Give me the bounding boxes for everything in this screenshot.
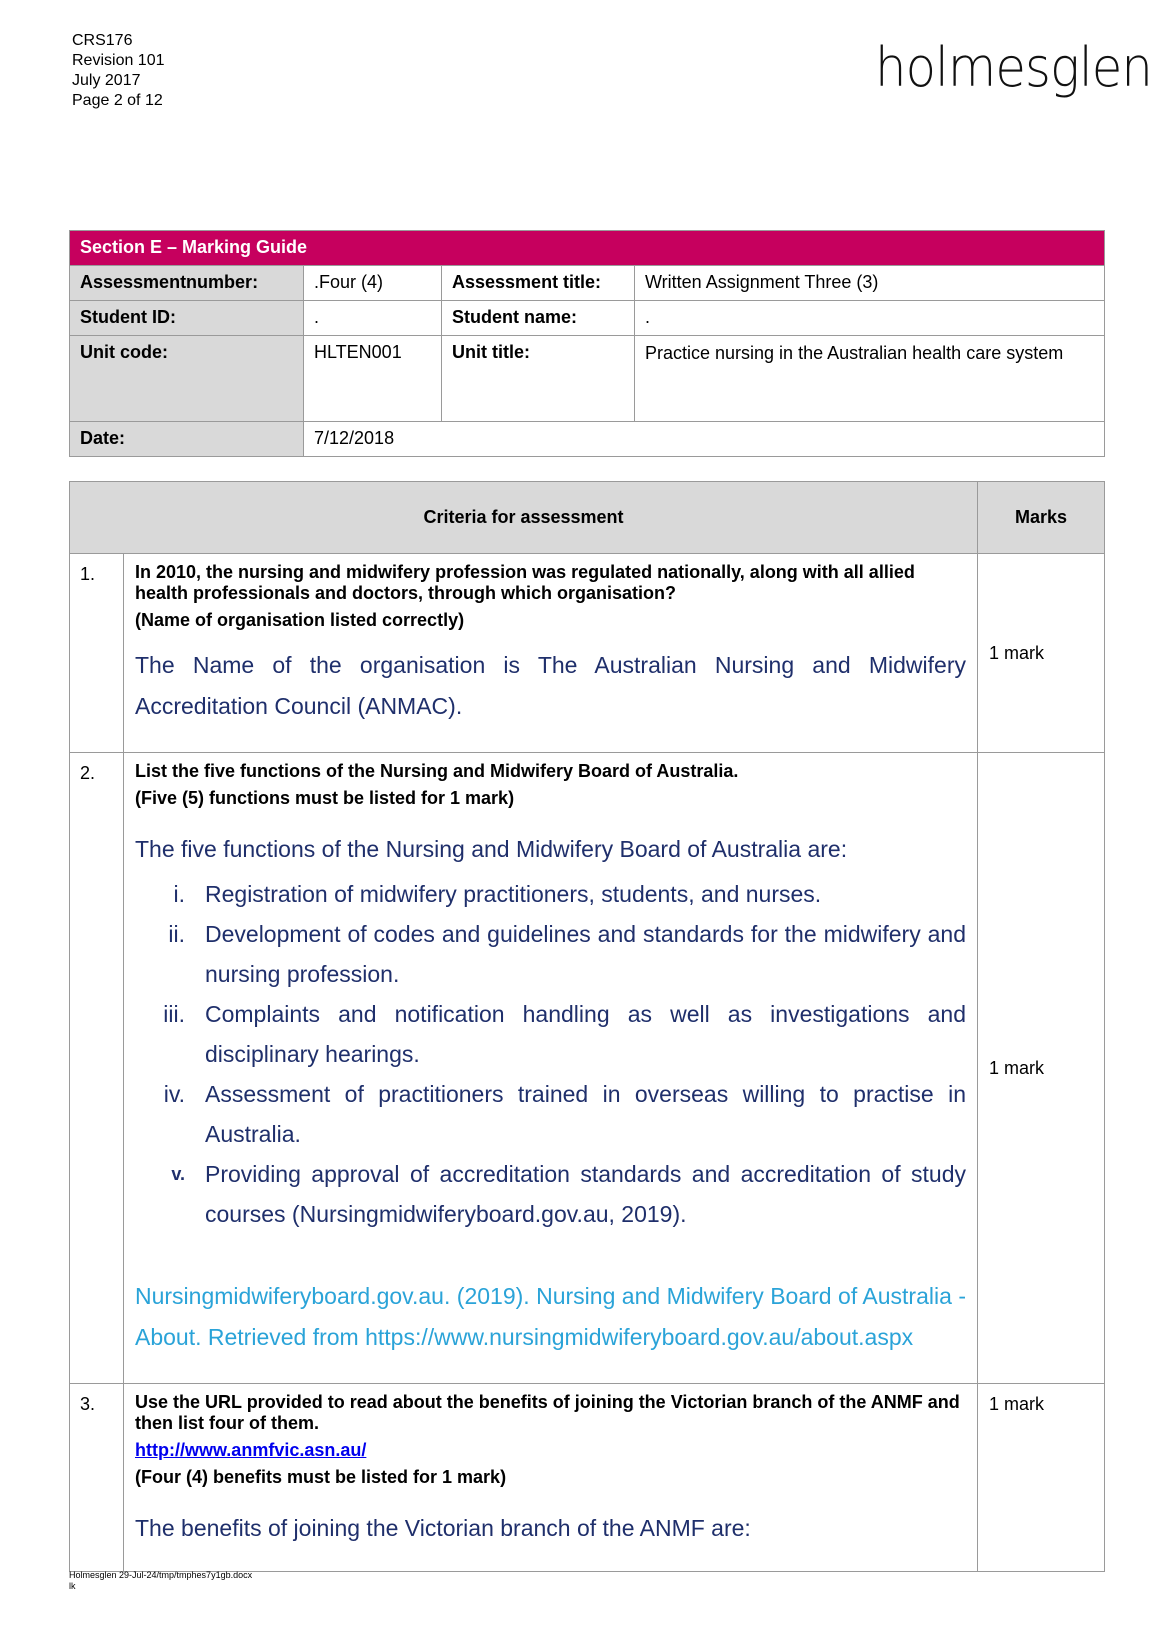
student-id-label: Student ID: bbox=[70, 301, 304, 336]
date-value: 7/12/2018 bbox=[304, 422, 1105, 457]
functions-list bbox=[135, 874, 966, 1234]
page-footer bbox=[69, 1570, 252, 1592]
student-name-label: Student name: bbox=[442, 301, 635, 336]
question-instruction: (Name of organisation listed correctly) bbox=[135, 610, 465, 630]
marks-header: Marks bbox=[978, 482, 1105, 554]
list-item bbox=[135, 994, 966, 1074]
list-item-number: iii. bbox=[163, 1001, 185, 1027]
list-item-number: i. bbox=[173, 881, 185, 907]
document-meta bbox=[72, 31, 165, 111]
question-number: 1. bbox=[70, 554, 124, 753]
list-item-text: Assessment of practitioners trained in overseas willing to practise in Australia. bbox=[205, 1081, 966, 1147]
student-name-value: . bbox=[635, 301, 1105, 336]
question-body bbox=[124, 753, 978, 1384]
list-item-text: Complaints and notification handling as well as investigations and disciplinary hearings. bbox=[205, 1001, 966, 1067]
list-item-text: Registration of midwifery practitioners, students, and nurses. bbox=[205, 881, 822, 907]
logo-text: holmesglen bbox=[875, 36, 1153, 99]
criteria-row-1 bbox=[70, 554, 1105, 753]
revision: Revision 101 bbox=[72, 52, 165, 69]
page-number: Page 2 of 12 bbox=[72, 92, 163, 109]
criteria-row-2 bbox=[70, 753, 1105, 1384]
footer-initials: lk bbox=[69, 1581, 76, 1591]
answer-intro: The benefits of joining the Victorian branch of the ANMF are: bbox=[135, 1515, 751, 1541]
criteria-table bbox=[69, 481, 1105, 1572]
student-id-value: . bbox=[304, 301, 442, 336]
assessment-number-label: Assessmentnumber: bbox=[70, 266, 304, 301]
criteria-header: Criteria for assessment bbox=[70, 482, 978, 554]
list-item-text: Providing approval of accreditation standards and accreditation of study courses (Nursingmidwiferyboard.gov.au, 2019). bbox=[205, 1161, 966, 1227]
question-instruction: (Four (4) benefits must be listed for 1 mark) bbox=[135, 1467, 507, 1487]
question-instruction: (Five (5) functions must be listed for 1 mark) bbox=[135, 788, 515, 808]
unit-code-value: HLTEN001 bbox=[304, 336, 442, 422]
holmesglen-logo bbox=[875, 0, 1153, 120]
anmf-url-link[interactable]: http://www.anmfvic.asn.au/ bbox=[135, 1440, 367, 1460]
answer-intro: The five functions of the Nursing and Midwifery Board of Australia are: bbox=[135, 836, 848, 862]
list-item bbox=[135, 914, 966, 994]
unit-code-label: Unit code: bbox=[70, 336, 304, 422]
list-item-number: iv. bbox=[163, 1081, 185, 1107]
marks-value: 1 mark bbox=[978, 753, 1105, 1384]
doc-date: July 2017 bbox=[72, 72, 141, 89]
unit-title-value: Practice nursing in the Australian health care system bbox=[635, 336, 1105, 422]
marks-value: 1 mark bbox=[978, 554, 1105, 753]
footer-file: Holmesglen 29-Jul-24/tmp/tmphes7y1gb.docx bbox=[69, 1570, 253, 1580]
list-item-number: ii. bbox=[168, 921, 185, 947]
list-item bbox=[135, 874, 966, 914]
reference-text: Nursingmidwiferyboard.gov.au. (2019). Nursing and Midwifery Board of Australia - About. Retrieved from https://www.nursingmidwiferyboard.gov.au/about.aspx bbox=[135, 1283, 966, 1350]
marks-value: 1 mark bbox=[978, 1384, 1105, 1572]
assessment-number-value: .Four (4) bbox=[304, 266, 442, 301]
question-text: List the five functions of the Nursing and Midwifery Board of Australia. bbox=[135, 761, 739, 781]
section-title: Section E – Marking Guide bbox=[70, 231, 1105, 266]
question-body bbox=[124, 1384, 978, 1572]
answer-text: The Name of the organisation is The Australian Nursing and Midwifery Accreditation Council (ANMAC). bbox=[135, 652, 966, 719]
date-label: Date: bbox=[70, 422, 304, 457]
unit-title-label: Unit title: bbox=[442, 336, 635, 422]
doc-code: CRS176 bbox=[72, 32, 133, 49]
list-item bbox=[135, 1154, 966, 1234]
marking-guide-table bbox=[69, 230, 1105, 457]
list-item-number: v. bbox=[171, 1164, 185, 1184]
assessment-title-value: Written Assignment Three (3) bbox=[635, 266, 1105, 301]
question-number: 3. bbox=[70, 1384, 124, 1572]
assessment-title-label: Assessment title: bbox=[442, 266, 635, 301]
criteria-row-3 bbox=[70, 1384, 1105, 1572]
list-item-text: Development of codes and guidelines and standards for the midwifery and nursing profession. bbox=[205, 921, 966, 987]
question-body bbox=[124, 554, 978, 753]
question-text: Use the URL provided to read about the benefits of joining the Victorian branch of the ANMF and then list four of them. bbox=[135, 1392, 960, 1433]
question-number: 2. bbox=[70, 753, 124, 1384]
list-item bbox=[135, 1074, 966, 1154]
question-text: In 2010, the nursing and midwifery profession was regulated nationally, along with all allied health professionals and doctors, through which organisation? bbox=[135, 562, 915, 603]
